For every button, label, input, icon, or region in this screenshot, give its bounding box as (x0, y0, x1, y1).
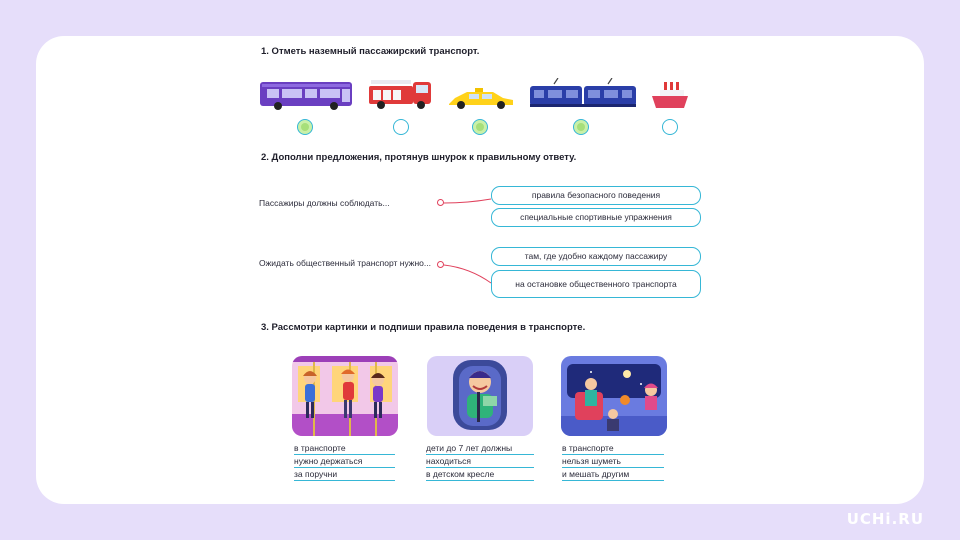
prompt-1-connector[interactable] (437, 199, 444, 206)
caption-2-line: в детском кресле (426, 468, 534, 481)
task3-title: 3. Рассмотри картинки и подпиши правила поведения в транспорте. (261, 322, 586, 333)
option-1-1[interactable]: правила безопасного поведения (491, 186, 701, 205)
caption-2 (426, 442, 534, 481)
kids-holding-handrails-illustration (292, 356, 398, 436)
caption-3-line: нельзя шуметь (562, 455, 664, 468)
caption-1-line: нужно держаться (294, 455, 395, 468)
option-1-2[interactable]: специальные спортивные упражнения (491, 208, 701, 227)
caption-2-line: находиться (426, 455, 534, 468)
child-in-car-seat-illustration (427, 356, 533, 436)
prompt-1: Пассажиры должны соблюдать... (259, 198, 390, 208)
task2-title: 2. Дополни предложения, протянув шнурок к правильному ответу. (261, 152, 577, 163)
noisy-kids-in-train-illustration (561, 356, 667, 436)
caption-3-line: в транспорте (562, 442, 664, 455)
caption-1-line: в транспорте (294, 442, 395, 455)
brand-logo: UCHi.RU (846, 510, 924, 528)
caption-3-line: и мешать другим (562, 468, 664, 481)
option-2-1[interactable]: там, где удобно каждому пассажиру (491, 247, 701, 266)
task1-title: 1. Отметь наземный пассажирский транспорт. (261, 46, 480, 57)
prompt-2-connector[interactable] (437, 261, 444, 268)
option-2-2[interactable]: на остановке общественного транспорта (491, 270, 701, 298)
prompt-2: Ожидать общественный транспорт нужно... (259, 258, 431, 268)
caption-2-line: дети до 7 лет должны (426, 442, 534, 455)
caption-1 (294, 442, 395, 481)
caption-1-line: за поручни (294, 468, 395, 481)
caption-3 (562, 442, 664, 481)
